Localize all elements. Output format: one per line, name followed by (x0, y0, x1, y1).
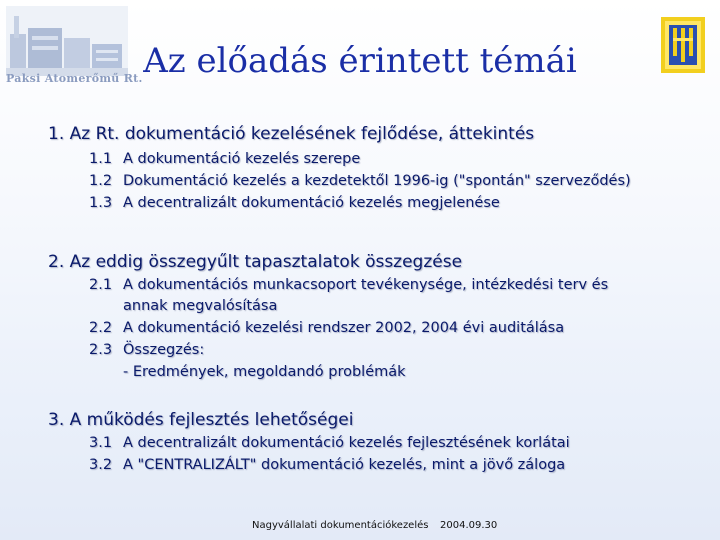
list-item (89, 320, 564, 336)
item-continuation: - Eredmények, megoldandó problémák (123, 364, 406, 380)
item-number: 3.2 (89, 457, 113, 473)
company-name: Paksi Atomerőmű Rt. (6, 72, 143, 85)
item-number: 2.1 (89, 277, 113, 293)
item-text: A dokumentáció kezelési rendszer 2002, 2004 évi auditálása (123, 320, 565, 336)
item-text: A decentralizált dokumentáció kezelés fejlesztésének korlátai (123, 435, 570, 451)
item-text: Összegzés: (123, 342, 205, 358)
item-number: 2.3 (89, 342, 113, 358)
list-item (89, 173, 631, 189)
list-item (89, 277, 608, 293)
item-number: 1.3 (89, 195, 113, 211)
item-number: 1.1 (89, 151, 113, 167)
item-text: A dokumentáció kezelés szerepe (123, 151, 361, 167)
page-title: Az előadás érintett témái (143, 41, 577, 81)
item-continuation: annak megvalósítása (123, 298, 278, 314)
section-heading: 3. A működés fejlesztés lehetőségei (48, 410, 354, 430)
list-item (89, 195, 500, 211)
item-text: A "CENTRALIZÁLT" dokumentáció kezelés, mint a jövő záloga (123, 457, 566, 473)
item-number: 2.2 (89, 320, 113, 336)
list-item (89, 435, 570, 451)
item-text: A decentralizált dokumentáció kezelés megjelenése (123, 195, 500, 211)
list-item (89, 342, 204, 358)
footer-date: 2004.09.30 (440, 520, 498, 531)
section-heading: 2. Az eddig összegyűlt tapasztalatok összegzése (48, 252, 463, 272)
item-text: A dokumentációs munkacsoport tevékenysége, intézkedési terv és (123, 277, 609, 293)
list-item (89, 151, 360, 167)
item-number: 1.2 (89, 173, 113, 189)
footer-text: Nagyvállalati dokumentációkezelés (252, 520, 429, 531)
item-number: 3.1 (89, 435, 113, 451)
item-text: Dokumentáció kezelés a kezdetektől 1996-ig ("spontán" szerveződés) (123, 173, 631, 189)
section-heading: 1. Az Rt. dokumentáció kezelésének fejlődése, áttekintés (48, 124, 535, 144)
list-item (89, 457, 565, 473)
